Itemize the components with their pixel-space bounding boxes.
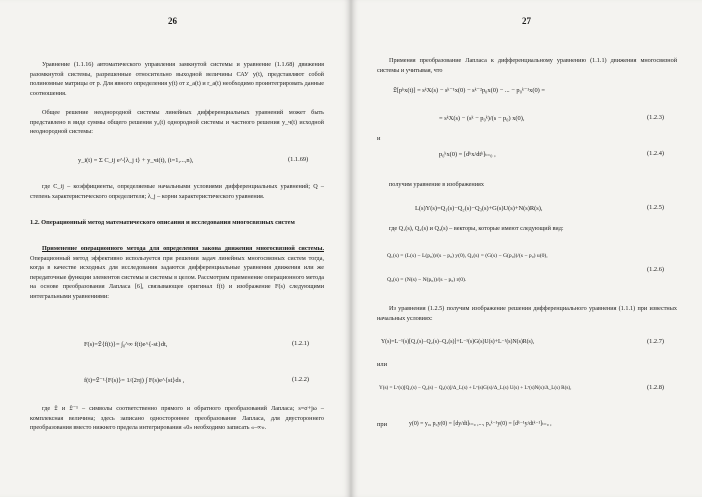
equation-1-2-3: = sᵏX(s) − (sᵏ − p₀ᵏ)/(s − p₀) x(0),: [439, 115, 525, 122]
equation-1-2-6a: Q₁(s) = (L(s) − L(p₀))/(s − p₀) y(0), Q₂(s) = (G(s) − G(p₀))/(s − p₀) u(0),: [387, 253, 548, 259]
paragraph: Применяя преобразование Лапласа к дифференциальному уравнению (1.1.1) движения многосвязной системы и учитывая, что: [377, 57, 677, 74]
equation-number: (1.2.8): [647, 384, 665, 391]
page-number: 27: [522, 16, 531, 26]
paragraph: Из уравнения (1.2.5) получим изображение решения дифференциального уравнения (1.1.1) при известных начальных условиях:: [377, 305, 677, 322]
equation-number: (1.2.1): [292, 340, 310, 347]
equation-1-2-1: F(s)=𝔏{f(t)}= ∫₀^∞ f(t)e^{-st}dt,: [84, 341, 168, 348]
equation-1-1-69: y_i(t) = Σ C_ij e^{λ_j t} + y_чi(t), (i=1,...,n),: [78, 157, 194, 164]
equation-number: (1.2.3): [647, 114, 665, 121]
equation-1-2-4: p₀ᵏx(0) = [dᵏx/dtᵏ]ₜ₌₀ ,: [439, 151, 496, 158]
paragraph: где C_ij – коэффициенты, определяемые начальными условиями дифференциальных уравнений; Q – степень характеристического определителя; λ_j – корни характеристического уравнения.: [30, 183, 324, 200]
right-page: [351, 0, 702, 497]
equation-laplace-derivative: 𝔏[pᵏx(t)] = sᵏX(s) − sᵏ⁻¹x(0) − sᵏ⁻²p₀x(0) − ... − p₀ᵏ⁻¹x(0) =: [393, 87, 546, 94]
equation-1-2-6b: Q₃(s) = (N(s) − N(p₀))/(s − p₀) r(0).: [387, 277, 467, 283]
conjunction: и: [377, 135, 381, 142]
paragraph: Уравнение (1.1.16) автоматического управления замкнутой системы и уравнение (1.1.68) движения разомкнутой системы, разрешенные относительно выходной величины САУ y(t), представляют собой полиномные матрицы от p. Для явного определения y(t) от z_a(t) и r_a(t) необходимо проинтегрировать данные соотношения.: [30, 61, 324, 97]
page-number: 26: [168, 16, 177, 26]
paragraph: Применение операционного метода для определения закона движения многосвязной системы. Операционный метод эффективно используется при решении задач линейных многосвязных систем тогда, когда в качестве исходных для исследования задаются дифференциальные уравнения движения или же передаточные функции элементов системы и системы в целом. Рассмотрим применение операционного метода на основе преобразования Лапласа [6], связывающее оригинал f(t) и изображение F(s) следующими интегральными уравнениями:: [30, 245, 324, 300]
conjunction: при: [377, 421, 388, 428]
equation-number: (1.1.69): [288, 156, 309, 163]
section-heading: 1.2. Операционный метод математического описания и исследования многосвязных систем: [30, 219, 295, 226]
paragraph: где Q₁(s), Q₂(s) и Q₃(s) – векторы, которые имеют следующий вид:: [389, 225, 564, 232]
paragraph: где 𝔏 и 𝔏⁻¹ – символы соответственно прямого и обратного преобразований Лапласа; s=σ+jω – комплексная величина; здесь записано одностороннее преобразование Лапласа, для двустороннего преобразования вместо нижнего предела интегрирования «0» необходимо записать «–∞».: [30, 405, 324, 432]
paragraph: Общее решение неоднородной системы линейных дифференциальных уравнений может быть представлено в виде суммы общего решения y₀(t) однородной системы и частного решения y_ч(t) исходной неоднородной системы:: [30, 109, 324, 136]
equation-number: (1.2.5): [647, 204, 665, 211]
equation-1-2-8: Y(s) = Lᵛ(s)[Q₁(s) − Q₂(s) − Q₃(s)]/Δ_L(s) + Lᵛ(s)G(s)/Δ_L(s) U(s) + Lᵛ(s)N(s)/Δ_L(s) R(s),: [379, 385, 572, 391]
equation-initial-conditions: y(0) = y₀, p₀y(0) = [dy/dt]ₜ₌₀ ,..., p₀ᵏ⁻¹y(0) = [dᵏ⁻¹y/dtᵏ⁻¹]ₜ₌₀ ,: [409, 421, 552, 427]
equation-number: (1.2.6): [647, 266, 665, 273]
paragraph: получим уравнение в изображениях: [389, 181, 484, 188]
equation-1-2-5: L(s)Y(s)=Q₁(s)−Q₂(s)−Q₃(s)+G(s)U(s)+N(s)R(s),: [415, 205, 543, 212]
equation-number: (1.2.7): [647, 338, 665, 345]
equation-number: (1.2.2): [292, 376, 310, 383]
equation-1-2-2: f(t)=𝔏⁻¹{F(s)}= 1/(2πj) ∫ F(s)e^{st}ds ,: [84, 377, 185, 384]
equation-number: (1.2.4): [647, 150, 665, 157]
equation-1-2-7: Y(s)=L⁻¹(s)[Q₁(s)−Q₂(s)−Q₃(s)]+L⁻¹(s)G(s)U(s)+L⁻¹(s)N(s)R(s),: [381, 339, 535, 345]
conjunction: или: [377, 361, 388, 368]
